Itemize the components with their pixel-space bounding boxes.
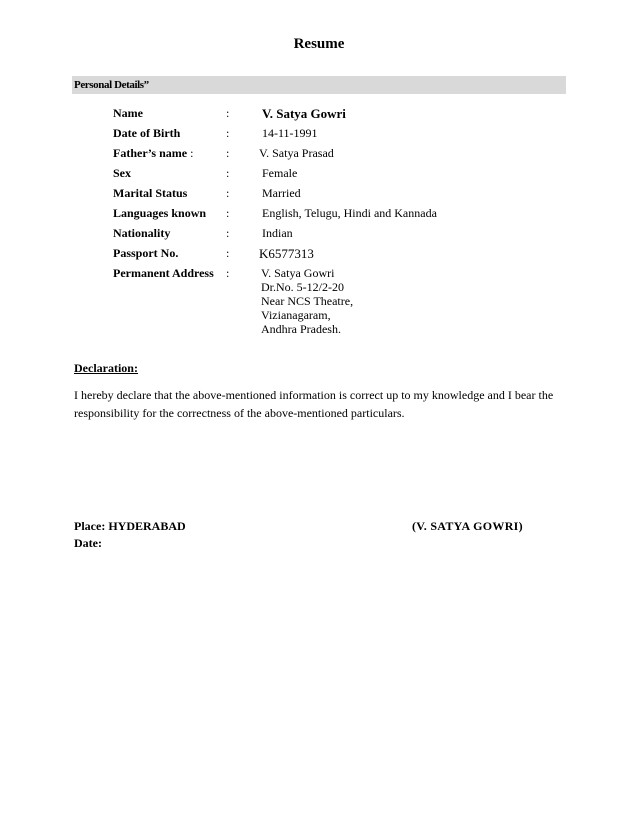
- field-value: English, Telugu, Hindi and Kannada: [262, 206, 437, 220]
- field-row-marital-status: [0, 186, 638, 206]
- field-colon: :: [226, 146, 230, 160]
- address-line: V. Satya Gowri: [261, 266, 335, 280]
- field-value: K6577313: [259, 246, 314, 261]
- field-label: Languages known: [113, 206, 207, 220]
- address-line: Andhra Pradesh.: [261, 322, 341, 336]
- field-row-name: [0, 106, 638, 126]
- field-colon: :: [226, 226, 230, 240]
- field-value: V. Satya Prasad: [259, 146, 334, 160]
- page-title: Resume: [293, 36, 345, 52]
- field-label: Passport No.: [113, 246, 179, 260]
- field-label: Nationality: [113, 226, 171, 240]
- signature-name: (V. SATYA GOWRI): [412, 519, 523, 533]
- address-block: [261, 266, 353, 336]
- address-line: Vizianagaram,: [261, 308, 331, 322]
- field-value: V. Satya Gowri: [262, 106, 346, 121]
- field-row-fathers-name: [0, 146, 638, 166]
- field-label: [113, 146, 193, 161]
- declaration-text: I hereby declare that the above-mentioned information is correct up to my knowledge and I bear the responsibility for the correctness of the above-mentioned particulars.: [74, 388, 554, 420]
- field-label: Name: [113, 106, 143, 120]
- place-label: Place: HYDERABAD: [74, 519, 186, 533]
- field-row-nationality: [0, 226, 638, 246]
- personal-details-list: [0, 106, 638, 336]
- field-colon: :: [226, 186, 230, 200]
- field-row-sex: [0, 166, 638, 186]
- field-row-permanent-address: [0, 266, 638, 336]
- field-row-date-of-birth: [0, 126, 638, 146]
- declaration-heading: Declaration:: [74, 361, 138, 375]
- field-colon: :: [226, 246, 230, 260]
- field-row-languages-known: [0, 206, 638, 226]
- date-label: Date:: [74, 536, 102, 550]
- field-label: Date of Birth: [113, 126, 181, 140]
- address-line: Near NCS Theatre,: [261, 294, 354, 308]
- field-label: Marital Status: [113, 186, 188, 200]
- field-row-passport-no: [0, 246, 638, 266]
- field-label: Permanent Address: [113, 266, 214, 280]
- field-value: 14-11-1991: [262, 126, 318, 140]
- field-value: Indian: [262, 226, 293, 240]
- field-value: Married: [262, 186, 301, 200]
- field-colon: :: [226, 106, 230, 120]
- address-line: Dr.No. 5-12/2-20: [261, 280, 344, 294]
- field-colon: :: [226, 266, 230, 280]
- field-value: Female: [262, 166, 298, 180]
- field-colon: :: [226, 206, 230, 220]
- field-label-text: Father’s name: [113, 146, 188, 160]
- field-colon: :: [226, 126, 230, 140]
- field-label-suffix: :: [187, 146, 194, 160]
- section-header-personal-details: Personal Details”: [72, 76, 566, 94]
- field-label: Sex: [113, 166, 131, 180]
- field-colon: :: [226, 166, 230, 180]
